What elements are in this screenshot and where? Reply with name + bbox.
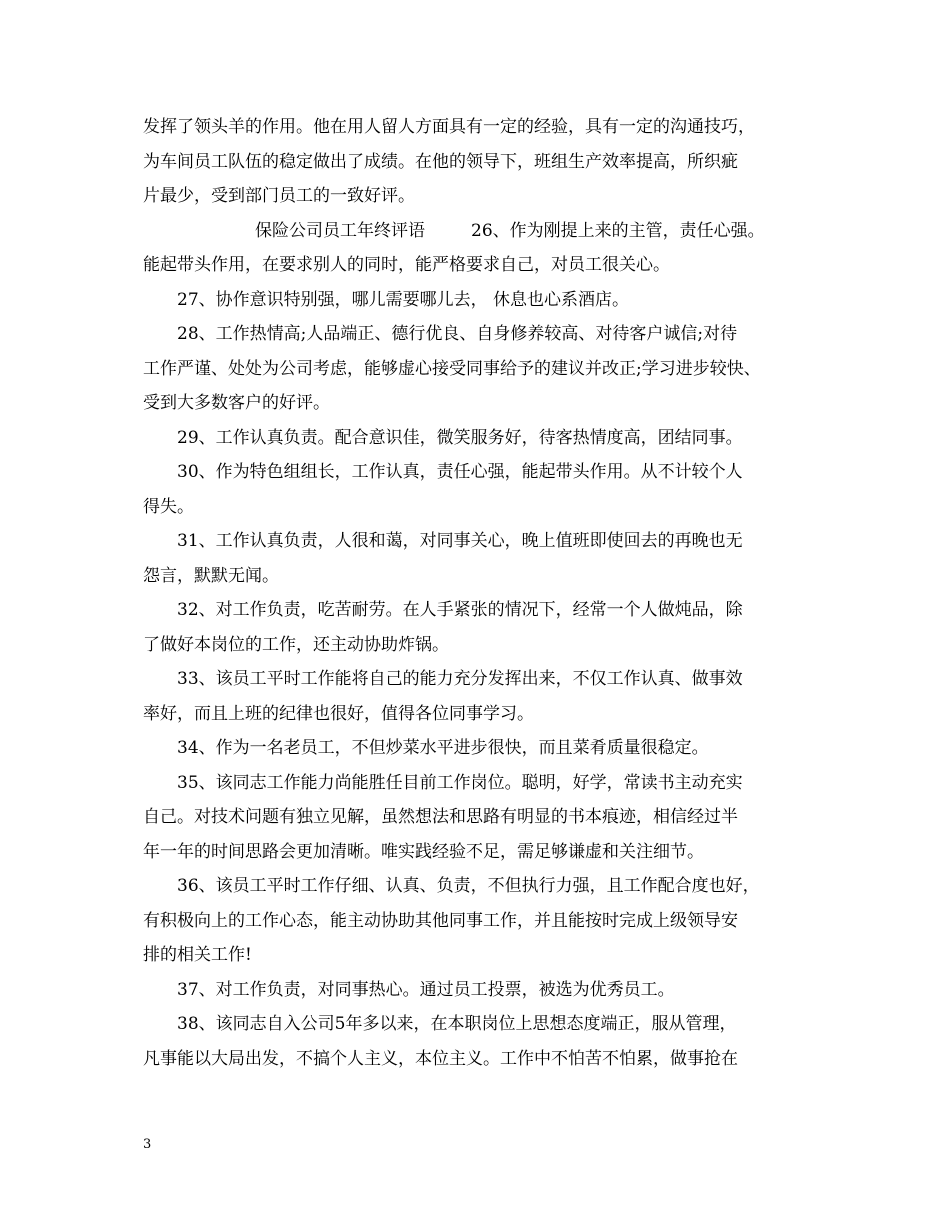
text-line: 28、工作热情高;人品端正、德行优良、自身修养较高、对待客户诚信;对待 [177,324,738,344]
text-line: 27、协作意识特别强，哪儿需要哪儿去， 休息也心系酒店。 [177,289,630,310]
text-line: 了做好本岗位的工作，还主动协助炸锅。 [143,634,449,655]
page-number: 3 [143,1137,152,1152]
text-line: 26、作为刚提上来的主管，责任心强。 [471,220,765,241]
section-title: 保险公司员工年终评语 [255,220,425,241]
text-line: 怨言，默默无闻。 [143,565,279,586]
text-line: 率好，而且上班的纪律也很好，值得各位同事学习。 [143,703,534,724]
text-line: 年一年的时间思路会更加清晰。唯实践经验不足，需足够谦虚和关注细节。 [143,841,704,862]
text-line: 35、该同志工作能力尚能胜任目前工作岗位。聪明，好学，常读书主动充实 [177,772,743,793]
text-line: 30、作为特色组组长，工作认真，责任心强，能起带头作用。从不计较个人 [177,462,743,482]
text-line: 37、对工作负责，对同事热心。通过员工投票，被选为优秀员工。 [177,979,675,1000]
text-line: 得失。 [143,496,194,517]
text-line: 能起带头作用，在要求别人的同时，能严格要求自己，对员工很关心。 [143,255,670,275]
text-line: 为车间员工队伍的稳定做出了成绩。在他的领导下，班组生产效率提高，所织疵 [143,151,738,172]
text-line: 片最少，受到部门员工的一致好评。 [143,186,415,206]
text-line: 32、对工作负责，吃苦耐劳。在人手紧张的情况下，经常一个人做炖品，除 [177,600,743,620]
text-line: 有积极向上的工作心态，能主动协助其他同事工作，并且能按时完成上级领导安 [143,910,738,931]
text-line: 自己。对技术问题有独立见解，虽然想法和思路有明显的书本痕迹，相信经过半 [143,807,738,827]
text-line: 36、该员工平时工作仔细、认真、负责，不但执行力强，且工作配合度也好， [177,876,760,896]
section-title-line [143,214,825,249]
text-line: 33、该员工平时工作能将自己的能力充分发挥出来，不仅工作认真、做事效 [177,669,743,689]
text-line: 工作严谨、处处为公司考虑，能够虚心接受同事给予的建议并改正;学习进步较快、 [143,358,761,379]
text-line: 38、该同志自入公司5年多以来，在本职岗位上思想态度端正，服从管理， [177,1014,737,1034]
text-line: 31、工作认真负责，人很和蔼，对同事关心，晚上值班即使回去的再晚也无 [177,531,743,551]
text-line: 排的相关工作! [143,945,252,965]
document-body [143,110,825,1076]
text-line: 34、作为一名老员工，不但炒菜水平进步很快，而且菜肴质量很稳定。 [177,738,709,758]
text-line: 凡事能以大局出发，不搞个人主义，本位主义。工作中不怕苦不怕累，做事抢在 [143,1048,738,1069]
text-line: 受到大多数客户的好评。 [143,393,330,413]
text-line: 29、工作认真负责。配合意识佳，微笑服务好，待客热情度高，团结同事。 [177,427,743,448]
text-line: 发挥了领头羊的作用。他在用人留人方面具有一定的经验，具有一定的沟通技巧， [143,117,755,137]
